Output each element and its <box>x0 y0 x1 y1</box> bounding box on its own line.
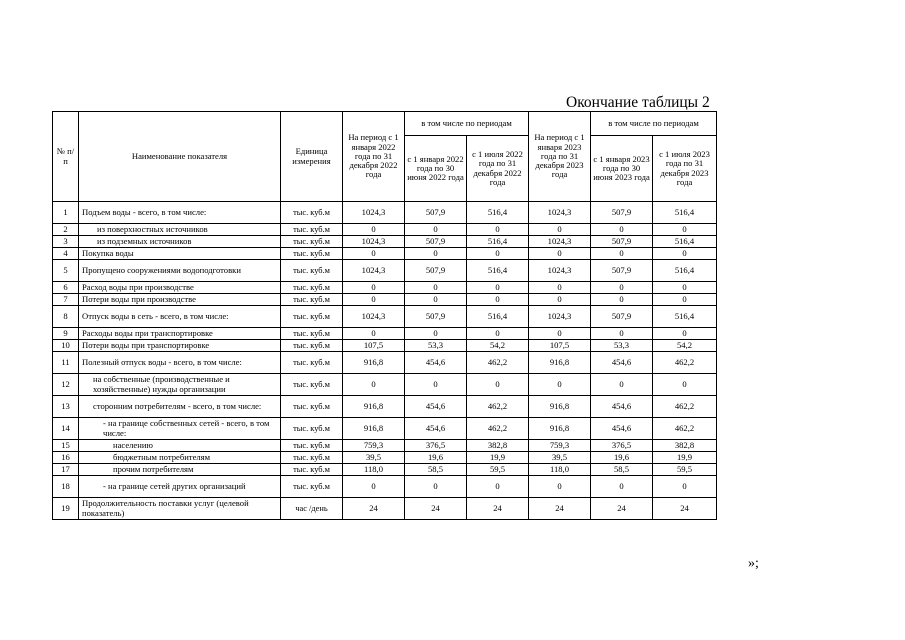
value-cell: 0 <box>467 374 529 396</box>
value-cell: 58,5 <box>405 464 467 476</box>
value-cell: 759,3 <box>529 440 591 452</box>
indicator-name: Полезный отпуск воды - всего, в том числе: <box>79 352 281 374</box>
indicator-name: населению <box>79 440 281 452</box>
value-cell: 0 <box>591 476 653 498</box>
value-cell: 454,6 <box>591 352 653 374</box>
indicator-name: Пропущено сооружениями водоподготовки <box>79 260 281 282</box>
indicator-name: - на границе собственных сетей - всего, в том числе: <box>79 418 281 440</box>
value-cell: 1024,3 <box>529 236 591 248</box>
table-row <box>53 418 717 440</box>
value-cell: 507,9 <box>405 260 467 282</box>
value-cell: 1024,3 <box>343 306 405 328</box>
value-cell: 24 <box>467 498 529 520</box>
value-cell: 0 <box>405 224 467 236</box>
table-row <box>53 224 717 236</box>
row-number: 19 <box>53 498 79 520</box>
value-cell: 1024,3 <box>529 260 591 282</box>
value-cell: 1024,3 <box>529 306 591 328</box>
value-cell: 516,4 <box>653 306 717 328</box>
unit-cell: час /день <box>281 498 343 520</box>
value-cell: 0 <box>343 248 405 260</box>
value-cell: 462,2 <box>467 396 529 418</box>
value-cell: 516,4 <box>467 202 529 224</box>
value-cell: 507,9 <box>405 202 467 224</box>
unit-cell: тыс. куб.м <box>281 440 343 452</box>
value-cell: 1024,3 <box>529 202 591 224</box>
value-cell: 454,6 <box>591 418 653 440</box>
row-number: 5 <box>53 260 79 282</box>
value-cell: 0 <box>343 282 405 294</box>
unit-cell: тыс. куб.м <box>281 306 343 328</box>
table-row <box>53 498 717 520</box>
value-cell: 0 <box>343 328 405 340</box>
value-cell: 0 <box>591 224 653 236</box>
row-number: 6 <box>53 282 79 294</box>
table-row <box>53 464 717 476</box>
header-unit: Единица измерения <box>281 112 343 202</box>
row-number: 12 <box>53 374 79 396</box>
value-cell: 58,5 <box>591 464 653 476</box>
unit-cell: тыс. куб.м <box>281 452 343 464</box>
indicator-name: Продолжительность поставки услуг (целевой показатель) <box>79 498 281 520</box>
value-cell: 0 <box>467 476 529 498</box>
value-cell: 0 <box>405 282 467 294</box>
table-row <box>53 476 717 498</box>
value-cell: 0 <box>591 374 653 396</box>
header-subperiods-2022: в том числе по периодам <box>405 112 529 136</box>
value-cell: 24 <box>405 498 467 520</box>
value-cell: 1024,3 <box>343 236 405 248</box>
value-cell: 0 <box>591 328 653 340</box>
table-row <box>53 202 717 224</box>
indicator-name: из поверхностных источников <box>79 224 281 236</box>
unit-cell: тыс. куб.м <box>281 260 343 282</box>
value-cell: 462,2 <box>653 352 717 374</box>
value-cell: 0 <box>343 294 405 306</box>
indicator-name: Отпуск воды в сеть - всего, в том числе: <box>79 306 281 328</box>
header-2023-h2: с 1 июля 2023 года по 31 декабря 2023 года <box>653 136 717 202</box>
value-cell: 0 <box>405 328 467 340</box>
value-cell: 516,4 <box>653 260 717 282</box>
unit-cell: тыс. куб.м <box>281 224 343 236</box>
value-cell: 39,5 <box>343 452 405 464</box>
unit-cell: тыс. куб.м <box>281 294 343 306</box>
header-num: № п/п <box>53 112 79 202</box>
value-cell: 516,4 <box>467 236 529 248</box>
value-cell: 916,8 <box>343 352 405 374</box>
row-number: 11 <box>53 352 79 374</box>
row-number: 3 <box>53 236 79 248</box>
unit-cell: тыс. куб.м <box>281 396 343 418</box>
value-cell: 59,5 <box>653 464 717 476</box>
table-row <box>53 340 717 352</box>
header-subperiods-2023: в том числе по периодам <box>591 112 717 136</box>
value-cell: 507,9 <box>591 202 653 224</box>
unit-cell: тыс. куб.м <box>281 202 343 224</box>
table-body <box>53 202 717 520</box>
value-cell: 516,4 <box>653 236 717 248</box>
value-cell: 916,8 <box>529 352 591 374</box>
value-cell: 24 <box>529 498 591 520</box>
table-row <box>53 294 717 306</box>
table-caption: Окончание таблицы 2 <box>566 94 710 111</box>
value-cell: 0 <box>653 374 717 396</box>
row-number: 2 <box>53 224 79 236</box>
unit-cell: тыс. куб.м <box>281 340 343 352</box>
value-cell: 916,8 <box>529 396 591 418</box>
table-row <box>53 328 717 340</box>
value-cell: 0 <box>467 328 529 340</box>
value-cell: 1024,3 <box>343 202 405 224</box>
unit-cell: тыс. куб.м <box>281 352 343 374</box>
value-cell: 118,0 <box>529 464 591 476</box>
value-cell: 0 <box>529 374 591 396</box>
header-2022-h1: с 1 января 2022 года по 30 июня 2022 года <box>405 136 467 202</box>
indicator-name: бюджетным потребителям <box>79 452 281 464</box>
indicator-name: прочим потребителям <box>79 464 281 476</box>
row-number: 15 <box>53 440 79 452</box>
indicator-name: Покупка воды <box>79 248 281 260</box>
value-cell: 0 <box>529 476 591 498</box>
value-cell: 516,4 <box>467 260 529 282</box>
value-cell: 0 <box>529 248 591 260</box>
row-number: 1 <box>53 202 79 224</box>
table-row <box>53 440 717 452</box>
header-name: Наименование показателя <box>79 112 281 202</box>
value-cell: 0 <box>591 294 653 306</box>
value-cell: 916,8 <box>343 396 405 418</box>
indicator-name: на собственные (производственные и хозяйственные) нужды организации <box>79 374 281 396</box>
unit-cell: тыс. куб.м <box>281 464 343 476</box>
row-number: 8 <box>53 306 79 328</box>
value-cell: 0 <box>653 328 717 340</box>
water-balance-table <box>52 111 717 520</box>
value-cell: 507,9 <box>405 236 467 248</box>
value-cell: 454,6 <box>405 396 467 418</box>
value-cell: 454,6 <box>405 418 467 440</box>
unit-cell: тыс. куб.м <box>281 282 343 294</box>
value-cell: 516,4 <box>653 202 717 224</box>
closing-quote: »; <box>748 556 759 571</box>
value-cell: 118,0 <box>343 464 405 476</box>
value-cell: 507,9 <box>591 260 653 282</box>
value-cell: 0 <box>467 294 529 306</box>
table-row <box>53 374 717 396</box>
value-cell: 24 <box>653 498 717 520</box>
value-cell: 0 <box>591 282 653 294</box>
header-period-2023: На период с 1 января 2023 года по 31 декабря 2023 года <box>529 112 591 202</box>
value-cell: 19,9 <box>653 452 717 464</box>
value-cell: 0 <box>405 476 467 498</box>
table-row <box>53 282 717 294</box>
value-cell: 507,9 <box>591 236 653 248</box>
value-cell: 454,6 <box>405 352 467 374</box>
indicator-name: Подъем воды - всего, в том числе: <box>79 202 281 224</box>
indicator-name: сторонним потребителям - всего, в том числе: <box>79 396 281 418</box>
value-cell: 0 <box>591 248 653 260</box>
value-cell: 507,9 <box>405 306 467 328</box>
row-number: 16 <box>53 452 79 464</box>
value-cell: 0 <box>343 374 405 396</box>
value-cell: 0 <box>405 374 467 396</box>
value-cell: 462,2 <box>467 418 529 440</box>
value-cell: 462,2 <box>467 352 529 374</box>
value-cell: 107,5 <box>343 340 405 352</box>
table-row <box>53 396 717 418</box>
value-cell: 54,2 <box>653 340 717 352</box>
value-cell: 24 <box>343 498 405 520</box>
value-cell: 759,3 <box>343 440 405 452</box>
value-cell: 59,5 <box>467 464 529 476</box>
value-cell: 507,9 <box>591 306 653 328</box>
value-cell: 916,8 <box>529 418 591 440</box>
value-cell: 19,9 <box>467 452 529 464</box>
value-cell: 376,5 <box>591 440 653 452</box>
value-cell: 0 <box>529 294 591 306</box>
value-cell: 39,5 <box>529 452 591 464</box>
indicator-name: Потери воды при транспортировке <box>79 340 281 352</box>
value-cell: 0 <box>343 476 405 498</box>
table-row <box>53 248 717 260</box>
table-row <box>53 452 717 464</box>
row-number: 18 <box>53 476 79 498</box>
value-cell: 53,3 <box>591 340 653 352</box>
table-row <box>53 236 717 248</box>
indicator-name: Расходы воды при транспортировке <box>79 328 281 340</box>
unit-cell: тыс. куб.м <box>281 328 343 340</box>
indicator-name: из подземных источников <box>79 236 281 248</box>
value-cell: 516,4 <box>467 306 529 328</box>
value-cell: 0 <box>529 224 591 236</box>
row-number: 13 <box>53 396 79 418</box>
row-number: 4 <box>53 248 79 260</box>
value-cell: 1024,3 <box>343 260 405 282</box>
value-cell: 454,6 <box>591 396 653 418</box>
value-cell: 382,8 <box>467 440 529 452</box>
header-2022-h2: с 1 июля 2022 года по 31 декабря 2022 года <box>467 136 529 202</box>
table-row <box>53 352 717 374</box>
value-cell: 0 <box>529 328 591 340</box>
row-number: 9 <box>53 328 79 340</box>
unit-cell: тыс. куб.м <box>281 236 343 248</box>
indicator-name: Потери воды при производстве <box>79 294 281 306</box>
value-cell: 0 <box>529 282 591 294</box>
table-row <box>53 260 717 282</box>
value-cell: 19,6 <box>591 452 653 464</box>
table-row <box>53 306 717 328</box>
value-cell: 53,3 <box>405 340 467 352</box>
value-cell: 462,2 <box>653 418 717 440</box>
value-cell: 0 <box>405 294 467 306</box>
value-cell: 0 <box>653 224 717 236</box>
value-cell: 0 <box>467 248 529 260</box>
value-cell: 0 <box>467 282 529 294</box>
row-number: 14 <box>53 418 79 440</box>
unit-cell: тыс. куб.м <box>281 418 343 440</box>
value-cell: 916,8 <box>343 418 405 440</box>
value-cell: 0 <box>653 476 717 498</box>
value-cell: 24 <box>591 498 653 520</box>
unit-cell: тыс. куб.м <box>281 476 343 498</box>
value-cell: 0 <box>653 282 717 294</box>
row-number: 7 <box>53 294 79 306</box>
value-cell: 382,8 <box>653 440 717 452</box>
row-number: 17 <box>53 464 79 476</box>
value-cell: 0 <box>653 294 717 306</box>
row-number: 10 <box>53 340 79 352</box>
value-cell: 107,5 <box>529 340 591 352</box>
header-2023-h1: с 1 января 2023 года по 30 июня 2023 года <box>591 136 653 202</box>
value-cell: 19,6 <box>405 452 467 464</box>
indicator-name: - на границе сетей других организаций <box>79 476 281 498</box>
value-cell: 0 <box>653 248 717 260</box>
value-cell: 376,5 <box>405 440 467 452</box>
value-cell: 54,2 <box>467 340 529 352</box>
indicator-name: Расход воды при производстве <box>79 282 281 294</box>
value-cell: 0 <box>405 248 467 260</box>
value-cell: 462,2 <box>653 396 717 418</box>
unit-cell: тыс. куб.м <box>281 374 343 396</box>
value-cell: 0 <box>467 224 529 236</box>
unit-cell: тыс. куб.м <box>281 248 343 260</box>
header-period-2022: На период с 1 января 2022 года по 31 декабря 2022 года <box>343 112 405 202</box>
value-cell: 0 <box>343 224 405 236</box>
